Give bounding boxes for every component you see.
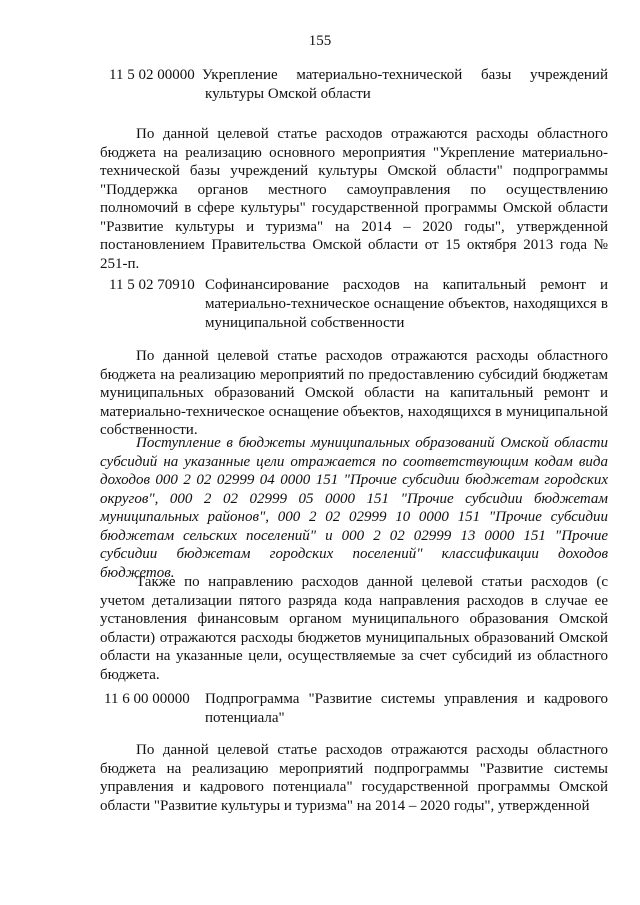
section-paragraph: По данной целевой статье расходов отражаются расходы областного бюджета на реализацию основного мероприятия "Укрепление материально-технической базы учреждений культуры Омской области" подпрограммы "Поддержка органов местного самоуправления по осуществлению полномочий в сфере культуры" государственной программы Омской области "Развитие культуры и туризма" на 2014 – 2020 годы", утвержденной постановлением Правительства Омской области от 15 октября 2013 года № 251-п. [100, 126, 608, 272]
page-number: 155 [308, 33, 332, 49]
section-title: Укрепление материально-технической базы учреждений культуры Омской области [202, 67, 608, 102]
section-heading [100, 690, 608, 728]
section-paragraph-italic: Поступление в бюджеты муниципальных образований Омской области субсидий на указанные цели отражается по соответствующим кодам вида доходов 000 2 02 02999 04 0000 151 "Прочие субсидии бюджетам городских округов", 000 2 02 02999 05 0000 151 "Прочие субсидии бюджетам муниципальных районов", 000 2 02 02999 10 0000 151 "Прочие субсидии бюджетам сельских поселений" и 000 2 02 02999 13 0000 151 "Прочие субсидии бюджетам городских поселений" классификации доходов бюджетов. [100, 435, 608, 581]
section-paragraph: По данной целевой статье расходов отражаются расходы областного бюджета на реализацию мероприятий подпрограммы "Развитие системы управления и кадрового потенциала" государственной программы Омской области "Развитие культуры и туризма" на 2014 – 2020 годы", утвержденной [100, 742, 608, 814]
section-paragraph: По данной целевой статье расходов отражаются расходы областного бюджета на реализацию мероприятий по предоставлению субсидий бюджетам муниципальных образований Омской области на капитальный ремонт и материально-техническое оснащение объектов, находящихся в муниципальной собственности. [100, 348, 608, 438]
section-code: 11 5 02 70910 [109, 277, 195, 293]
section-heading [100, 66, 608, 104]
section-heading [100, 276, 608, 333]
section-paragraph: Также по направлению расходов данной целевой статьи расходов (с учетом детализации пятого разряда кода направления расходов в случае ее установления финансовым органом муниципального образования Омской области) отражаются расходы бюджетов муниципальных образований Омской области на указанные цели, осуществляемые за счет субсидий из областного бюджета. [100, 574, 608, 683]
section-title: Подпрограмма "Развитие системы управления и кадрового потенциала" [205, 691, 608, 726]
section-code: 11 6 00 00000 [104, 691, 190, 707]
section-title: Софинансирование расходов на капитальный ремонт и материально-техническое оснащение объектов, находящихся в муниципальной собственности [205, 277, 608, 331]
section-code: 11 5 02 00000 [109, 67, 195, 83]
